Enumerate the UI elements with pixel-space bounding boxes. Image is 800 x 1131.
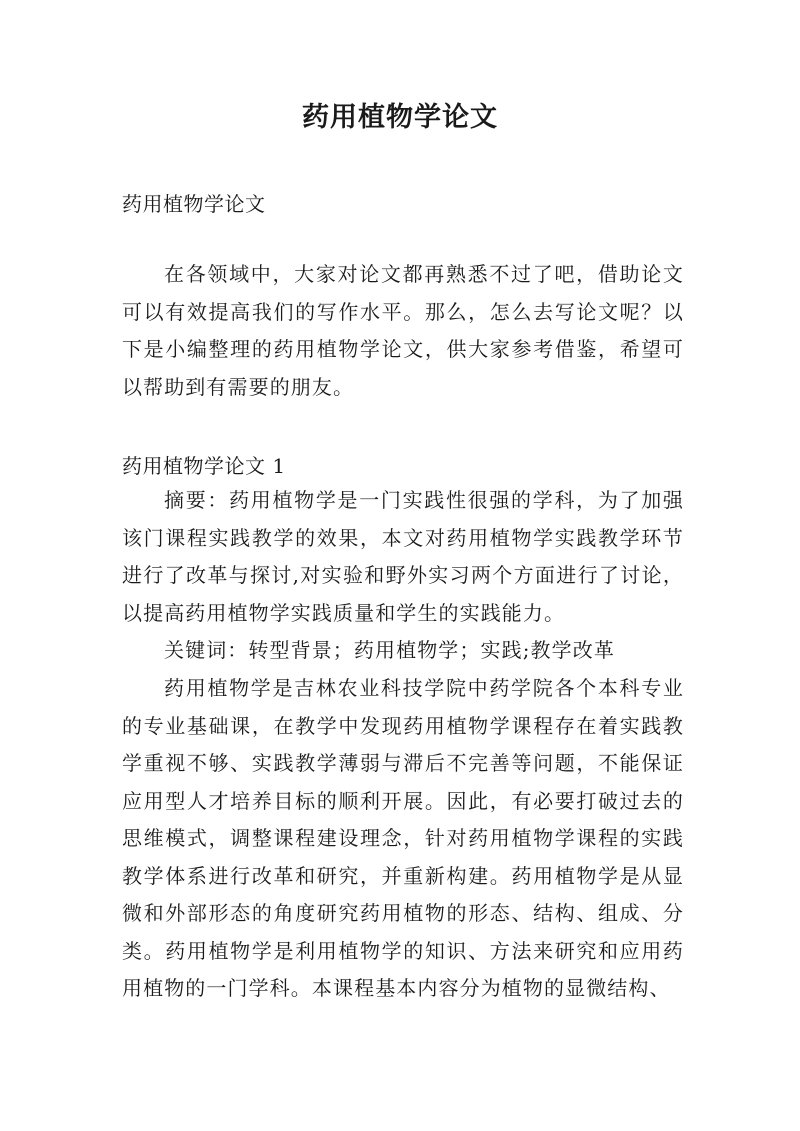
body-paragraph: 药用植物学是吉林农业科技学院中药学院各个本科专业的专业基础课，在教学中发现药用植物学课程存在着实践教学重视不够、实践教学薄弱与滞后不完善等问题，不能保证应用型人才培养目标的顺利开展。因此，有必要打破过去的思维模式，调整课程建设理念，针对药用植物学课程的实践教学体系进行改革和研究，并重新构建。药用植物学是从显微和外部形态的角度研究药用植物的形态、结构、组成、分类。药用植物学是利用植物学的知识、方法来研究和应用药用植物的一门学科。本课程基本内容分为植物的显微结构、 — [122, 676, 684, 1000]
abstract-paragraph: 摘要：药用植物学是一门实践性很强的学科，为了加强该门课程实践教学的效果，本文对药用植物学实践教学环节进行了改革与探讨,对实验和野外实习两个方面进行了讨论，以提高药用植物学实践质量和学生的实践能力。 — [122, 488, 684, 625]
section-heading: 药用植物学论文 1 — [122, 454, 286, 478]
keywords-paragraph: 关键词：转型背景；药用植物学；实践;教学改革 — [164, 638, 615, 662]
intro-paragraph: 在各领域中，大家对论文都再熟悉不过了吧，借助论文可以有效提高我们的写作水平。那么，怎么去写论文呢？以下是小编整理的药用植物学论文，供大家参考借鉴，希望可以帮助到有需要的朋友。 — [122, 262, 684, 399]
document-subtitle: 药用植物学论文 — [122, 192, 266, 216]
document-title: 药用植物学论文 — [302, 102, 498, 133]
